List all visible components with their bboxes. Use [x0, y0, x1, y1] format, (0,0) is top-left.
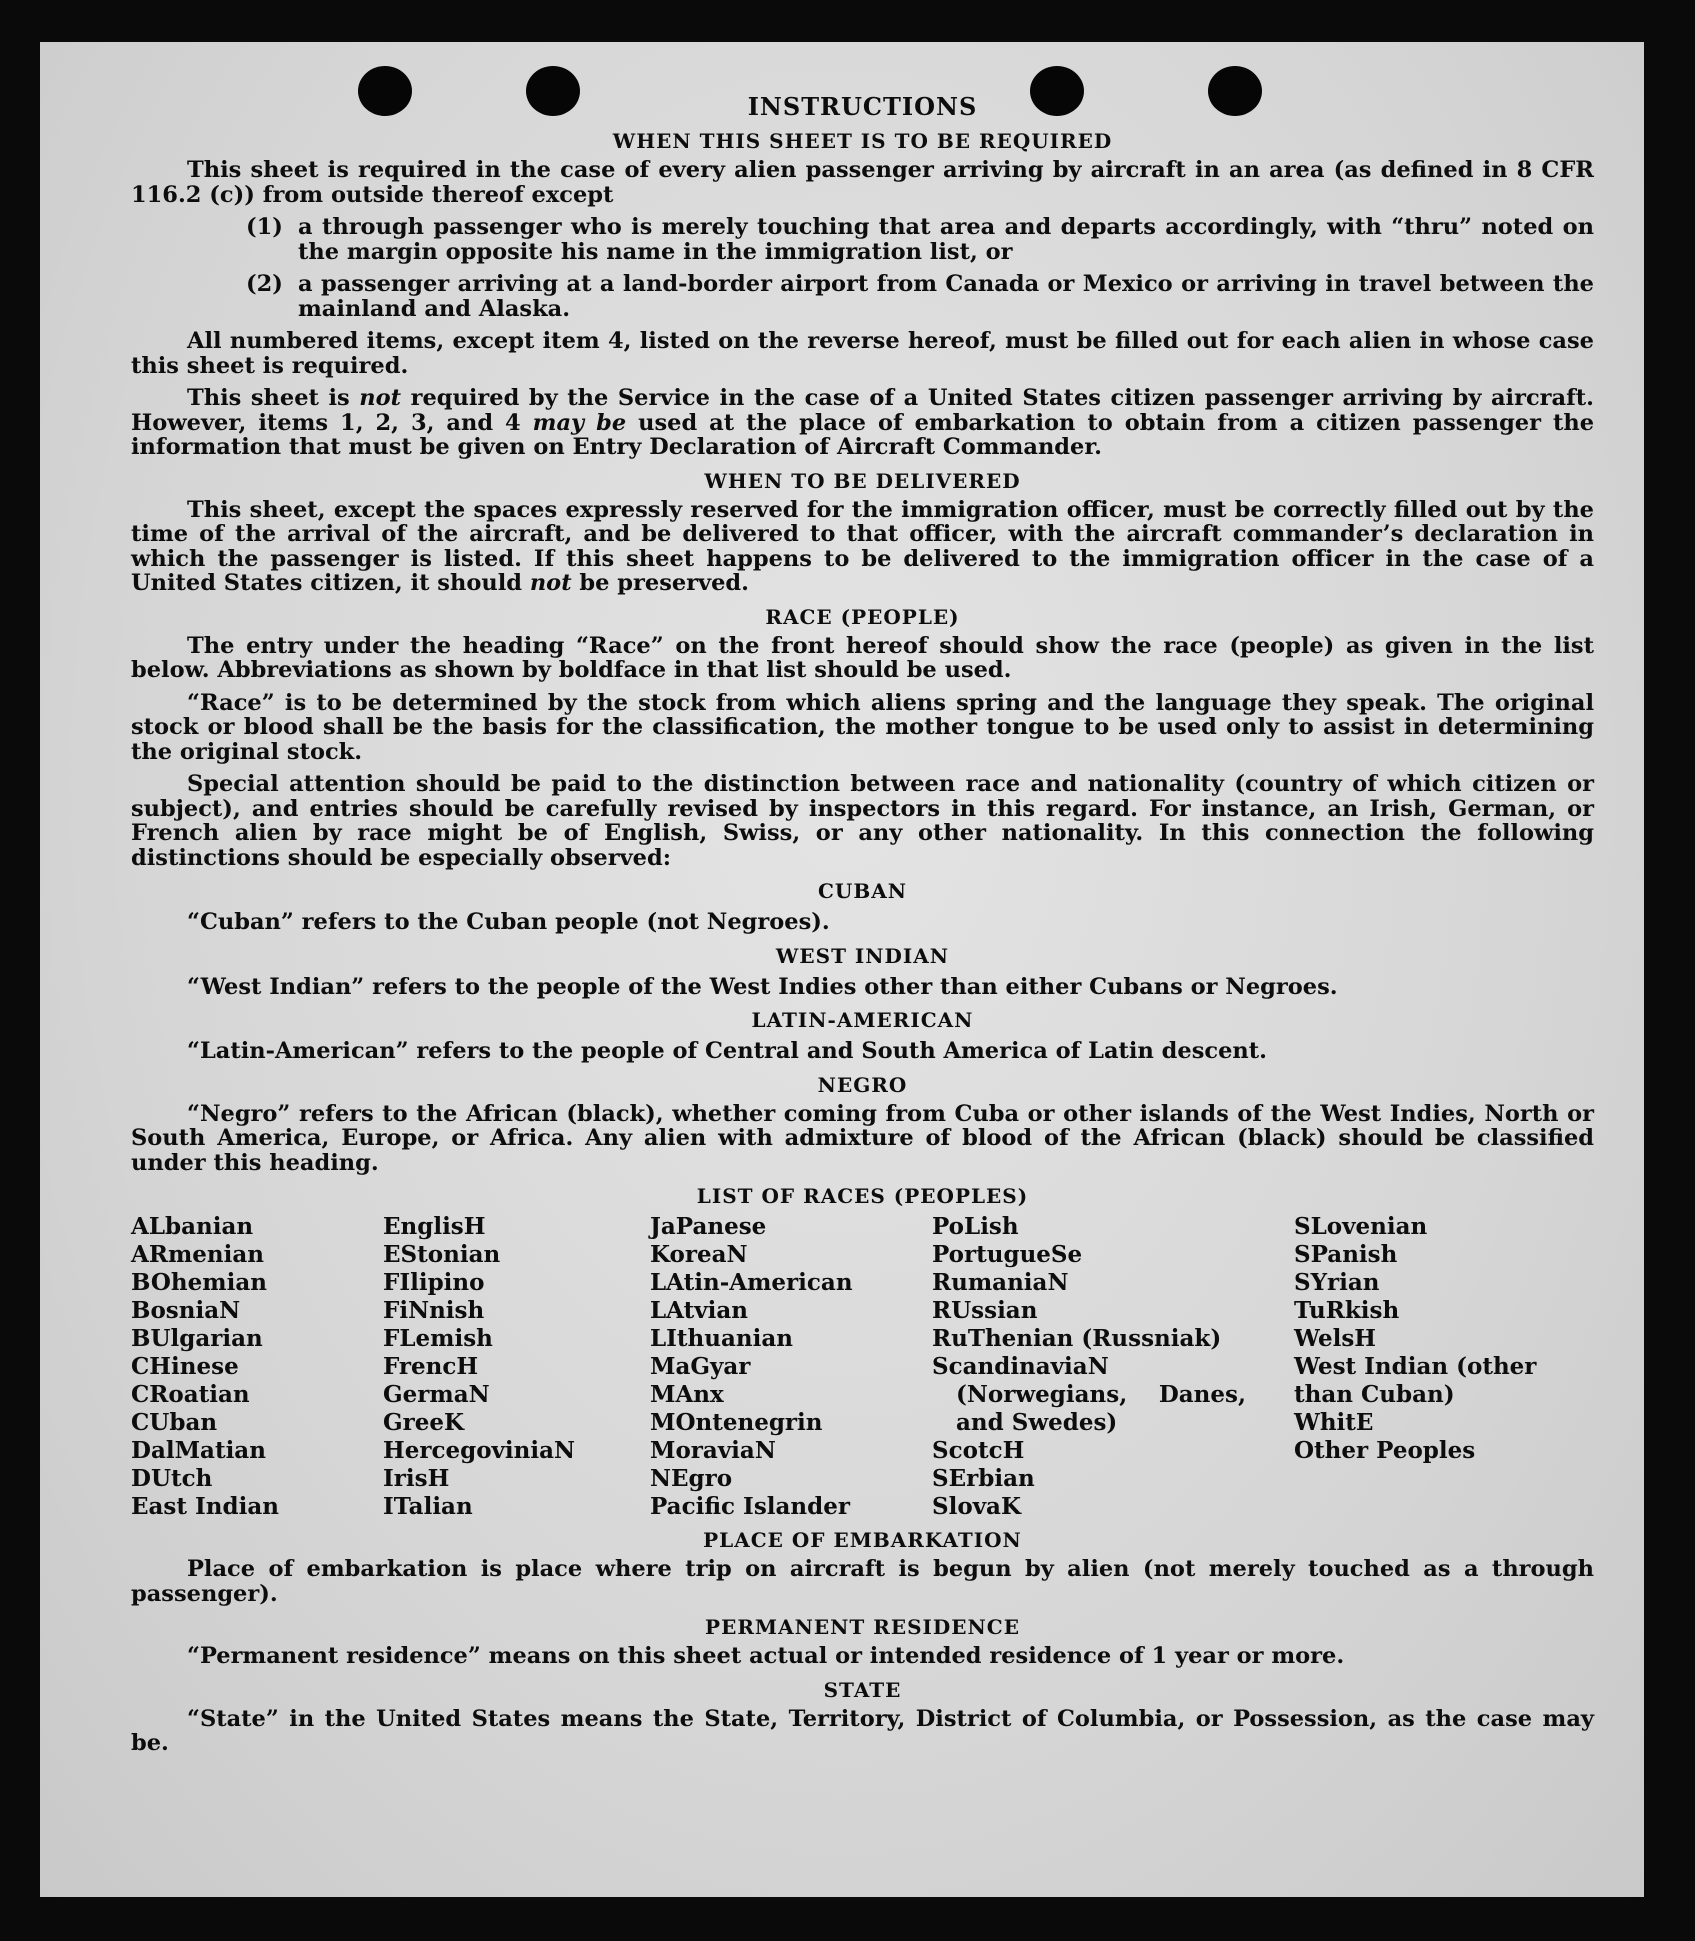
heading-permanent-residence: PERMANENT RESIDENCE: [705, 1615, 1020, 1639]
paragraph-required: This sheet is required in the case of every alien passenger arriving by aircraft in an area (as defined in 8 CFR 116.2 (c)) from outside thereof except: [131, 157, 1594, 208]
heading-latin-american: LATIN-AMERICAN: [751, 1008, 974, 1032]
race-entry: FrencH: [383, 1353, 479, 1380]
paragraph-embarkation: Place of embarkation is place where trip on aircraft is begun by alien (not merely touched as a through passenger).: [131, 1556, 1594, 1607]
heading-cuban: CUBAN: [817, 879, 908, 903]
races-list: [131, 1213, 1594, 1521]
exception-item-2: [131, 272, 1594, 321]
page-title: INSTRUCTIONS: [747, 92, 978, 121]
race-entry: Other Peoples: [1294, 1437, 1476, 1464]
paragraph-race-2: “Race” is to be determined by the stock from which aliens spring and the language they speak. The original stock or blood shall be the basis for the classification, the mother tongue to be used only to assist in determining the original stock.: [131, 689, 1594, 765]
race-entry: BOhemian: [131, 1269, 267, 1296]
race-entry: FiNnish: [383, 1297, 485, 1324]
race-entry: PoLish: [932, 1213, 1019, 1240]
race-entry: LAtvian: [650, 1297, 748, 1324]
race-entry: RumaniaN: [932, 1269, 1069, 1296]
races-column-5: [1294, 1213, 1594, 1521]
race-entry: ITalian: [383, 1493, 473, 1520]
race-entry: SErbian: [932, 1465, 1035, 1492]
item-number: (2): [246, 271, 283, 297]
heading-state: STATE: [823, 1677, 902, 1702]
race-entry: FLemish: [383, 1325, 493, 1352]
race-entry: WhitE: [1294, 1409, 1374, 1436]
races-column-1: [131, 1213, 383, 1521]
race-entry: LIthuanian: [650, 1325, 793, 1352]
race-entry: Pacific Islander: [650, 1493, 850, 1520]
race-entry: MAnx: [650, 1381, 724, 1408]
paragraph-state: “State” in the United States means the State, Territory, District of Columbia, or Possession, as the case may be.: [131, 1705, 1594, 1756]
heading-west-indian: WEST INDIAN: [775, 943, 950, 968]
race-entry: JaPanese: [650, 1213, 767, 1240]
race-entry: RuThenian (Russniak): [932, 1325, 1222, 1352]
paragraph-citizen: This sheet is not required by the Service in the case of a United States citizen passenger arriving by aircraft. However, items 1, 2, 3, and 4 may be used at the place of embarkation to obtain from a citizen passenger the information that must be given on Entry Declaration of Aircraft Commander.: [131, 385, 1595, 460]
race-entry: NEgro: [650, 1465, 733, 1492]
race-entry: GreeK: [383, 1409, 465, 1436]
item-text: a passenger arriving at a land-border airport from Canada or Mexico or arriving in travel between the mainland and Alaska.: [298, 271, 1594, 322]
definition-latin-american: “Latin-American” refers to the people of Central and South America of Latin descent.: [187, 1038, 1267, 1064]
race-entry: ScandinaviaN (Norwegians, Danes, and Swedes): [932, 1353, 1246, 1436]
race-entry: East Indian: [131, 1493, 279, 1520]
race-entry: SYrian: [1294, 1269, 1380, 1296]
race-entry: ARmenian: [131, 1241, 265, 1268]
heading-negro: NEGRO: [817, 1072, 908, 1097]
race-entry: MaGyar: [650, 1353, 751, 1380]
definition-west-indian: “West Indian” refers to the people of the West Indies other than either Cubans or Negroes.: [187, 973, 1338, 1000]
definition-negro: “Negro” refers to the African (black), whether coming from Cuba or other islands of the West Indies, North or South America, Europe, or Africa. Any alien with admixture of blood of the African (black) should be classified under this heading.: [131, 1100, 1594, 1176]
race-entry: SPanish: [1294, 1241, 1398, 1268]
race-entry: LAtin-American: [650, 1269, 853, 1296]
paragraph-numbered-items: All numbered items, except item 4, listed on the reverse hereof, must be filled out for each alien in whose case this sheet is required.: [131, 328, 1594, 379]
race-entry: ScotcH: [932, 1437, 1025, 1464]
heading-when-delivered: WHEN TO BE DELIVERED: [704, 468, 1021, 493]
race-entry: EStonian: [383, 1241, 501, 1268]
paragraph-delivered: This sheet, except the spaces expressly reserved for the immigration officer, must be correctly filled out by the time of the arrival of the aircraft, and be delivered to that officer, with the aircraft commander’s declaration in which the passenger is listed. If this sheet happens to be delivered to the immigration officer in the case of a United States citizen, it should not be preserved.: [131, 496, 1594, 596]
definition-cuban: “Cuban” refers to the Cuban people (not Negroes).: [187, 909, 830, 935]
race-entry: MoraviaN: [650, 1437, 776, 1464]
race-entry: MOntenegrin: [650, 1409, 823, 1436]
item-text: a through passenger who is merely touching that area and departs accordingly, with “thru” noted on the margin opposite his name in the immigration list, or: [298, 214, 1594, 265]
heading-when-required: WHEN THIS SHEET IS TO BE REQUIRED: [612, 129, 1113, 153]
document-sheet: [40, 42, 1644, 1897]
race-entry: HercegoviniaN: [383, 1437, 576, 1464]
paragraph-residence: “Permanent residence” means on this sheet actual or intended residence of 1 year or more.: [187, 1643, 1345, 1669]
race-entry: EnglisH: [383, 1213, 486, 1240]
race-entry: BosniaN: [131, 1297, 241, 1324]
race-entry: DUtch: [131, 1465, 213, 1492]
races-column-2: [383, 1213, 650, 1521]
heading-place-of-embarkation: PLACE OF EMBARKATION: [703, 1528, 1022, 1552]
race-entry: KoreaN: [650, 1241, 748, 1268]
instructions-content: [131, 92, 1594, 1764]
race-entry: PortugueSe: [932, 1241, 1083, 1268]
race-entry: BUlgarian: [131, 1325, 263, 1352]
race-entry: CRoatian: [131, 1381, 250, 1408]
paragraph-race-1: The entry under the heading “Race” on the front hereof should show the race (people) as given in the list below. Abbreviations as shown by boldface in that list should be used.: [131, 632, 1594, 683]
races-column-3: [650, 1213, 932, 1521]
race-entry: SlovaK: [932, 1493, 1021, 1520]
heading-race: RACE (PEOPLE): [765, 604, 960, 629]
paragraph-race-3: Special attention should be paid to the distinction between race and nationality (country of which citizen or subject), and entries should be carefully revised by inspectors in this regard. For instance, an Irish, German, or French alien by race might be of English, Swiss, or any other nationality. In this connection the following distinctions should be especially observed:: [131, 771, 1594, 871]
race-entry: West Indian (other than Cuban): [1294, 1353, 1537, 1408]
exception-item-1: [131, 215, 1594, 264]
race-entry: WelsH: [1294, 1325, 1377, 1352]
item-number: (1): [246, 214, 283, 240]
race-entry: SLovenian: [1294, 1213, 1428, 1240]
race-entry: CHinese: [131, 1353, 239, 1380]
heading-list-of-races: LIST OF RACES (PEOPLES): [696, 1184, 1029, 1208]
races-column-4: [932, 1213, 1294, 1521]
race-entry: ALbanian: [131, 1213, 254, 1240]
race-entry: IrisH: [383, 1465, 450, 1492]
race-entry: CUban: [131, 1409, 218, 1436]
race-entry: DalMatian: [131, 1437, 266, 1464]
race-entry: FIlipino: [383, 1269, 485, 1296]
race-entry: GermaN: [383, 1381, 490, 1408]
race-entry: RUssian: [932, 1297, 1038, 1324]
race-entry: TuRkish: [1294, 1297, 1400, 1324]
